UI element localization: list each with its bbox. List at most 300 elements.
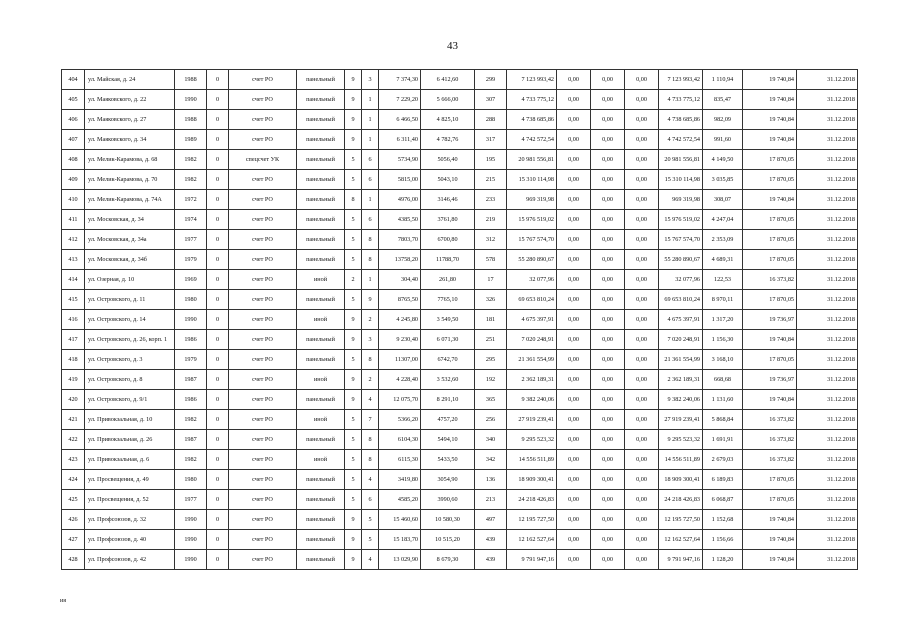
cell-cost: 9 791 947,16: [507, 550, 557, 570]
cell-cost: 12 195 727,50: [507, 510, 557, 530]
cell-residents: 365: [475, 390, 507, 410]
cell-floors: 5: [345, 210, 362, 230]
cell-entrances: 8: [362, 430, 379, 450]
cell-address: ул. Мелик-Карамова, д. 74А: [85, 190, 175, 210]
cell-total-area: 4585,20: [379, 490, 421, 510]
table-row: [62, 470, 858, 490]
cell-residents: 192: [475, 370, 507, 390]
cell-address: ул. Озерная, д. 10: [85, 270, 175, 290]
cell-living-area: 3 532,60: [421, 370, 475, 390]
cell-residents: 342: [475, 450, 507, 470]
cell-total-cost: 15 976 519,02: [659, 210, 703, 230]
cell-zero-value: 0,00: [591, 210, 625, 230]
cell-floors: 5: [345, 150, 362, 170]
cell-year: 1974: [175, 210, 207, 230]
cell-entrances: 6: [362, 210, 379, 230]
cell-row-number: 410: [62, 190, 85, 210]
cell-fund-method: счет РО: [229, 250, 297, 270]
cell-address: ул. Мелик-Карамова, д. 68: [85, 150, 175, 170]
cell-cost: 55 280 890,67: [507, 250, 557, 270]
table-row: [62, 390, 858, 410]
cell-fund-method: счет РО: [229, 270, 297, 290]
cell-fund-method: счет РО: [229, 390, 297, 410]
cell-zero-value: 0,00: [625, 230, 659, 250]
cell-residents: 439: [475, 530, 507, 550]
cell-cost: 7 123 993,42: [507, 70, 557, 90]
cell-unit-cost: 1 128,20: [703, 550, 743, 570]
table-row: [62, 530, 858, 550]
cell-unit-cost: 5 868,84: [703, 410, 743, 430]
cell-limit-cost: 19 740,84: [743, 70, 797, 90]
cell-limit-cost: 19 740,84: [743, 530, 797, 550]
cell-floors: 9: [345, 110, 362, 130]
table-row: [62, 70, 858, 90]
cell-year: 1982: [175, 150, 207, 170]
cell-zero-value: 0,00: [591, 190, 625, 210]
cell-year: 1986: [175, 390, 207, 410]
cell-zero-value: 0,00: [557, 210, 591, 230]
cell-address: ул. Майская, д. 24: [85, 70, 175, 90]
cell-zero: 0: [207, 90, 229, 110]
cell-total-cost: 12 195 727,50: [659, 510, 703, 530]
cell-row-number: 411: [62, 210, 85, 230]
cell-total-area: 9 230,40: [379, 330, 421, 350]
cell-zero-value: 0,00: [591, 70, 625, 90]
cell-zero: 0: [207, 370, 229, 390]
cell-cost: 12 162 527,64: [507, 530, 557, 550]
cell-zero-value: 0,00: [591, 150, 625, 170]
cell-total-area: 5734,90: [379, 150, 421, 170]
cell-row-number: 406: [62, 110, 85, 130]
cell-zero-value: 0,00: [557, 250, 591, 270]
cell-wall-type: панельный: [297, 490, 345, 510]
cell-row-number: 407: [62, 130, 85, 150]
cell-entrances: 8: [362, 450, 379, 470]
cell-year: 1980: [175, 290, 207, 310]
cell-deadline: 31.12.2018: [797, 530, 858, 550]
cell-entrances: 1: [362, 190, 379, 210]
cell-zero: 0: [207, 230, 229, 250]
cell-entrances: 4: [362, 470, 379, 490]
cell-floors: 9: [345, 70, 362, 90]
cell-zero-value: 0,00: [591, 250, 625, 270]
cell-zero-value: 0,00: [557, 230, 591, 250]
cell-zero-value: 0,00: [557, 150, 591, 170]
cell-unit-cost: 1 156,30: [703, 330, 743, 350]
cell-residents: 251: [475, 330, 507, 350]
table-row: [62, 370, 858, 390]
cell-living-area: 5433,50: [421, 450, 475, 470]
cell-living-area: 3054,90: [421, 470, 475, 490]
cell-zero: 0: [207, 410, 229, 430]
cell-zero: 0: [207, 290, 229, 310]
cell-zero-value: 0,00: [557, 430, 591, 450]
cell-year: 1990: [175, 530, 207, 550]
cell-row-number: 404: [62, 70, 85, 90]
cell-floors: 5: [345, 450, 362, 470]
cell-wall-type: панельный: [297, 170, 345, 190]
table-row: [62, 270, 858, 290]
cell-unit-cost: 1 317,20: [703, 310, 743, 330]
cell-residents: 256: [475, 410, 507, 430]
cell-zero-value: 0,00: [591, 350, 625, 370]
cell-total-area: 15 183,70: [379, 530, 421, 550]
table-row: [62, 450, 858, 470]
cell-fund-method: счет РО: [229, 450, 297, 470]
cell-fund-method: спецсчет УК: [229, 150, 297, 170]
cell-zero-value: 0,00: [557, 190, 591, 210]
cell-unit-cost: 1 131,60: [703, 390, 743, 410]
cell-zero: 0: [207, 130, 229, 150]
cell-total-area: 8765,50: [379, 290, 421, 310]
cell-zero-value: 0,00: [557, 290, 591, 310]
cell-wall-type: иной: [297, 450, 345, 470]
cell-year: 1979: [175, 250, 207, 270]
cell-limit-cost: 16 373,82: [743, 270, 797, 290]
cell-unit-cost: 1 156,66: [703, 530, 743, 550]
cell-wall-type: панельный: [297, 90, 345, 110]
cell-living-area: 8 679,30: [421, 550, 475, 570]
cell-year: 1982: [175, 170, 207, 190]
cell-living-area: 4 825,10: [421, 110, 475, 130]
cell-zero-value: 0,00: [625, 210, 659, 230]
cell-total-area: 6 466,50: [379, 110, 421, 130]
cell-address: ул. Островского, д. 9/1: [85, 390, 175, 410]
cell-zero-value: 0,00: [591, 450, 625, 470]
cell-limit-cost: 17 870,05: [743, 250, 797, 270]
cell-unit-cost: 4 149,50: [703, 150, 743, 170]
cell-cost: 4 738 685,86: [507, 110, 557, 130]
cell-wall-type: панельный: [297, 350, 345, 370]
cell-year: 1986: [175, 330, 207, 350]
cell-wall-type: панельный: [297, 470, 345, 490]
cell-zero-value: 0,00: [625, 170, 659, 190]
cell-fund-method: счет РО: [229, 210, 297, 230]
cell-wall-type: панельный: [297, 390, 345, 410]
cell-address: ул. Просвещения, д. 49: [85, 470, 175, 490]
cell-fund-method: счет РО: [229, 110, 297, 130]
cell-row-number: 426: [62, 510, 85, 530]
cell-total-cost: 4 733 775,12: [659, 90, 703, 110]
cell-living-area: 7765,10: [421, 290, 475, 310]
cell-zero: 0: [207, 150, 229, 170]
cell-deadline: 31.12.2018: [797, 90, 858, 110]
cell-total-area: 6104,30: [379, 430, 421, 450]
cell-unit-cost: 2 679,03: [703, 450, 743, 470]
cell-zero: 0: [207, 70, 229, 90]
cell-address: ул. Профсоюзов, д. 40: [85, 530, 175, 550]
cell-entrances: 4: [362, 550, 379, 570]
cell-address: ул. Мелик-Карамова, д. 70: [85, 170, 175, 190]
cell-cost: 9 295 523,32: [507, 430, 557, 450]
cell-fund-method: счет РО: [229, 230, 297, 250]
cell-floors: 5: [345, 410, 362, 430]
cell-total-cost: 27 919 239,41: [659, 410, 703, 430]
cell-address: ул. Профсоюзов, д. 32: [85, 510, 175, 530]
cell-zero-value: 0,00: [625, 470, 659, 490]
cell-limit-cost: 16 373,82: [743, 450, 797, 470]
cell-cost: 69 653 810,24: [507, 290, 557, 310]
cell-zero-value: 0,00: [625, 90, 659, 110]
cell-residents: 215: [475, 170, 507, 190]
cell-address: ул. Маяковского, д. 34: [85, 130, 175, 150]
cell-wall-type: панельный: [297, 510, 345, 530]
cell-total-area: 7 374,30: [379, 70, 421, 90]
cell-limit-cost: 19 740,84: [743, 330, 797, 350]
cell-fund-method: счет РО: [229, 410, 297, 430]
cell-total-cost: 15 767 574,70: [659, 230, 703, 250]
table-row: [62, 430, 858, 450]
cell-total-cost: 24 218 426,83: [659, 490, 703, 510]
cell-living-area: 10 515,20: [421, 530, 475, 550]
cell-living-area: 5056,40: [421, 150, 475, 170]
cell-entrances: 3: [362, 70, 379, 90]
cell-wall-type: иной: [297, 270, 345, 290]
cell-cost: 21 361 554,99: [507, 350, 557, 370]
cell-zero: 0: [207, 430, 229, 450]
cell-floors: 5: [345, 350, 362, 370]
cell-year: 1987: [175, 430, 207, 450]
cell-entrances: 3: [362, 330, 379, 350]
cell-living-area: 6 412,60: [421, 70, 475, 90]
cell-limit-cost: 19 740,84: [743, 550, 797, 570]
cell-floors: 9: [345, 550, 362, 570]
table-row: [62, 230, 858, 250]
cell-address: ул. Московская, д. 34а: [85, 230, 175, 250]
cell-wall-type: иной: [297, 310, 345, 330]
cell-total-area: 3419,80: [379, 470, 421, 490]
table-row: [62, 90, 858, 110]
cell-unit-cost: 122,53: [703, 270, 743, 290]
cell-deadline: 31.12.2018: [797, 150, 858, 170]
cell-zero-value: 0,00: [557, 550, 591, 570]
cell-entrances: 9: [362, 290, 379, 310]
cell-row-number: 405: [62, 90, 85, 110]
cell-total-cost: 14 556 511,89: [659, 450, 703, 470]
cell-limit-cost: 19 740,84: [743, 510, 797, 530]
cell-zero-value: 0,00: [591, 130, 625, 150]
cell-deadline: 31.12.2018: [797, 430, 858, 450]
cell-row-number: 409: [62, 170, 85, 190]
cell-fund-method: счет РО: [229, 290, 297, 310]
cell-zero-value: 0,00: [625, 250, 659, 270]
cell-zero-value: 0,00: [591, 330, 625, 350]
cell-deadline: 31.12.2018: [797, 510, 858, 530]
cell-unit-cost: 982,09: [703, 110, 743, 130]
cell-residents: 181: [475, 310, 507, 330]
cell-wall-type: панельный: [297, 290, 345, 310]
cell-year: 1979: [175, 350, 207, 370]
cell-wall-type: иной: [297, 410, 345, 430]
cell-zero-value: 0,00: [625, 550, 659, 570]
cell-living-area: 3 549,50: [421, 310, 475, 330]
table-row: [62, 170, 858, 190]
cell-limit-cost: 16 373,82: [743, 430, 797, 450]
cell-cost: 15 976 519,02: [507, 210, 557, 230]
cell-living-area: 3146,46: [421, 190, 475, 210]
cell-total-cost: 7 020 248,91: [659, 330, 703, 350]
cell-limit-cost: 17 870,05: [743, 170, 797, 190]
cell-wall-type: иной: [297, 370, 345, 390]
cell-zero-value: 0,00: [557, 530, 591, 550]
cell-total-cost: 21 361 554,99: [659, 350, 703, 370]
cell-living-area: 5494,10: [421, 430, 475, 450]
cell-address: ул. Московская, д. 34: [85, 210, 175, 230]
cell-unit-cost: 991,60: [703, 130, 743, 150]
cell-total-cost: 9 382 240,06: [659, 390, 703, 410]
cell-zero: 0: [207, 330, 229, 350]
cell-living-area: 4757,20: [421, 410, 475, 430]
cell-entrances: 1: [362, 110, 379, 130]
cell-entrances: 8: [362, 350, 379, 370]
cell-zero-value: 0,00: [591, 470, 625, 490]
cell-total-cost: 20 981 556,81: [659, 150, 703, 170]
cell-floors: 5: [345, 170, 362, 190]
footer-mark: ия: [60, 598, 66, 604]
cell-address: ул. Московская, д. 34б: [85, 250, 175, 270]
cell-cost: 15 310 114,98: [507, 170, 557, 190]
cell-zero-value: 0,00: [557, 90, 591, 110]
cell-zero: 0: [207, 190, 229, 210]
cell-zero-value: 0,00: [625, 310, 659, 330]
cell-living-area: 3761,80: [421, 210, 475, 230]
cell-total-area: 6 311,40: [379, 130, 421, 150]
cell-address: ул. Островского, д. 14: [85, 310, 175, 330]
cell-year: 1969: [175, 270, 207, 290]
cell-residents: 317: [475, 130, 507, 150]
cell-deadline: 31.12.2018: [797, 270, 858, 290]
cell-unit-cost: 1 110,94: [703, 70, 743, 90]
cell-total-cost: 7 123 993,42: [659, 70, 703, 90]
cell-total-area: 5815,00: [379, 170, 421, 190]
cell-total-area: 4385,50: [379, 210, 421, 230]
cell-deadline: 31.12.2018: [797, 550, 858, 570]
cell-living-area: 6700,80: [421, 230, 475, 250]
cell-address: ул. Профсоюзов, д. 42: [85, 550, 175, 570]
cell-entrances: 5: [362, 510, 379, 530]
cell-cost: 18 909 300,41: [507, 470, 557, 490]
cell-deadline: 31.12.2018: [797, 190, 858, 210]
cell-address: ул. Маяковского, д. 27: [85, 110, 175, 130]
table-row: [62, 110, 858, 130]
cell-zero-value: 0,00: [557, 350, 591, 370]
cell-year: 1980: [175, 470, 207, 490]
cell-fund-method: счет РО: [229, 70, 297, 90]
table-row: [62, 330, 858, 350]
cell-year: 1990: [175, 550, 207, 570]
cell-zero-value: 0,00: [625, 390, 659, 410]
cell-unit-cost: 308,07: [703, 190, 743, 210]
cell-zero-value: 0,00: [625, 130, 659, 150]
cell-zero-value: 0,00: [557, 310, 591, 330]
cell-floors: 5: [345, 430, 362, 450]
cell-living-area: 5043,10: [421, 170, 475, 190]
cell-deadline: 31.12.2018: [797, 370, 858, 390]
cell-deadline: 31.12.2018: [797, 70, 858, 90]
table-row: [62, 310, 858, 330]
cell-cost: 24 218 426,83: [507, 490, 557, 510]
cell-zero-value: 0,00: [557, 270, 591, 290]
cell-row-number: 413: [62, 250, 85, 270]
cell-zero-value: 0,00: [591, 430, 625, 450]
cell-deadline: 31.12.2018: [797, 210, 858, 230]
cell-deadline: 31.12.2018: [797, 290, 858, 310]
table-row: [62, 510, 858, 530]
table-row: [62, 190, 858, 210]
cell-unit-cost: 668,68: [703, 370, 743, 390]
cell-zero-value: 0,00: [591, 90, 625, 110]
cell-limit-cost: 17 870,05: [743, 290, 797, 310]
cell-address: ул. Привокзальная, д. 10: [85, 410, 175, 430]
cell-zero-value: 0,00: [591, 550, 625, 570]
cell-total-area: 7 229,20: [379, 90, 421, 110]
cell-residents: 307: [475, 90, 507, 110]
cell-entrances: 6: [362, 170, 379, 190]
cell-zero-value: 0,00: [557, 490, 591, 510]
cell-zero: 0: [207, 550, 229, 570]
cell-row-number: 418: [62, 350, 85, 370]
cell-cost: 9 382 240,06: [507, 390, 557, 410]
cell-year: 1988: [175, 110, 207, 130]
cell-entrances: 8: [362, 230, 379, 250]
cell-zero-value: 0,00: [557, 510, 591, 530]
cell-total-area: 13 029,90: [379, 550, 421, 570]
cell-fund-method: счет РО: [229, 330, 297, 350]
cell-limit-cost: 17 870,05: [743, 210, 797, 230]
cell-zero-value: 0,00: [557, 110, 591, 130]
cell-zero-value: 0,00: [557, 330, 591, 350]
cell-entrances: 6: [362, 150, 379, 170]
table-row: [62, 350, 858, 370]
cell-wall-type: панельный: [297, 330, 345, 350]
cell-limit-cost: 16 373,82: [743, 410, 797, 430]
cell-zero: 0: [207, 490, 229, 510]
cell-floors: 5: [345, 250, 362, 270]
cell-row-number: 428: [62, 550, 85, 570]
cell-row-number: 423: [62, 450, 85, 470]
cell-cost: 14 556 511,89: [507, 450, 557, 470]
cell-total-cost: 2 362 189,31: [659, 370, 703, 390]
cell-row-number: 415: [62, 290, 85, 310]
cell-zero-value: 0,00: [625, 490, 659, 510]
cell-residents: 288: [475, 110, 507, 130]
cell-zero: 0: [207, 210, 229, 230]
cell-total-cost: 4 738 685,86: [659, 110, 703, 130]
cell-floors: 5: [345, 290, 362, 310]
cell-total-cost: 18 909 300,41: [659, 470, 703, 490]
cell-row-number: 427: [62, 530, 85, 550]
cell-residents: 195: [475, 150, 507, 170]
cell-total-cost: 4 675 397,91: [659, 310, 703, 330]
cell-residents: 439: [475, 550, 507, 570]
cell-zero: 0: [207, 450, 229, 470]
cell-total-area: 13758,20: [379, 250, 421, 270]
cell-total-cost: 55 280 890,67: [659, 250, 703, 270]
cell-entrances: 7: [362, 410, 379, 430]
cell-row-number: 414: [62, 270, 85, 290]
cell-row-number: 412: [62, 230, 85, 250]
cell-zero-value: 0,00: [625, 270, 659, 290]
cell-total-area: 6115,30: [379, 450, 421, 470]
cell-total-area: 7803,70: [379, 230, 421, 250]
cell-year: 1972: [175, 190, 207, 210]
cell-cost: 4 675 397,91: [507, 310, 557, 330]
cell-floors: 8: [345, 190, 362, 210]
cell-entrances: 2: [362, 310, 379, 330]
cell-total-area: 4 228,40: [379, 370, 421, 390]
cell-entrances: 8: [362, 250, 379, 270]
cell-wall-type: панельный: [297, 210, 345, 230]
